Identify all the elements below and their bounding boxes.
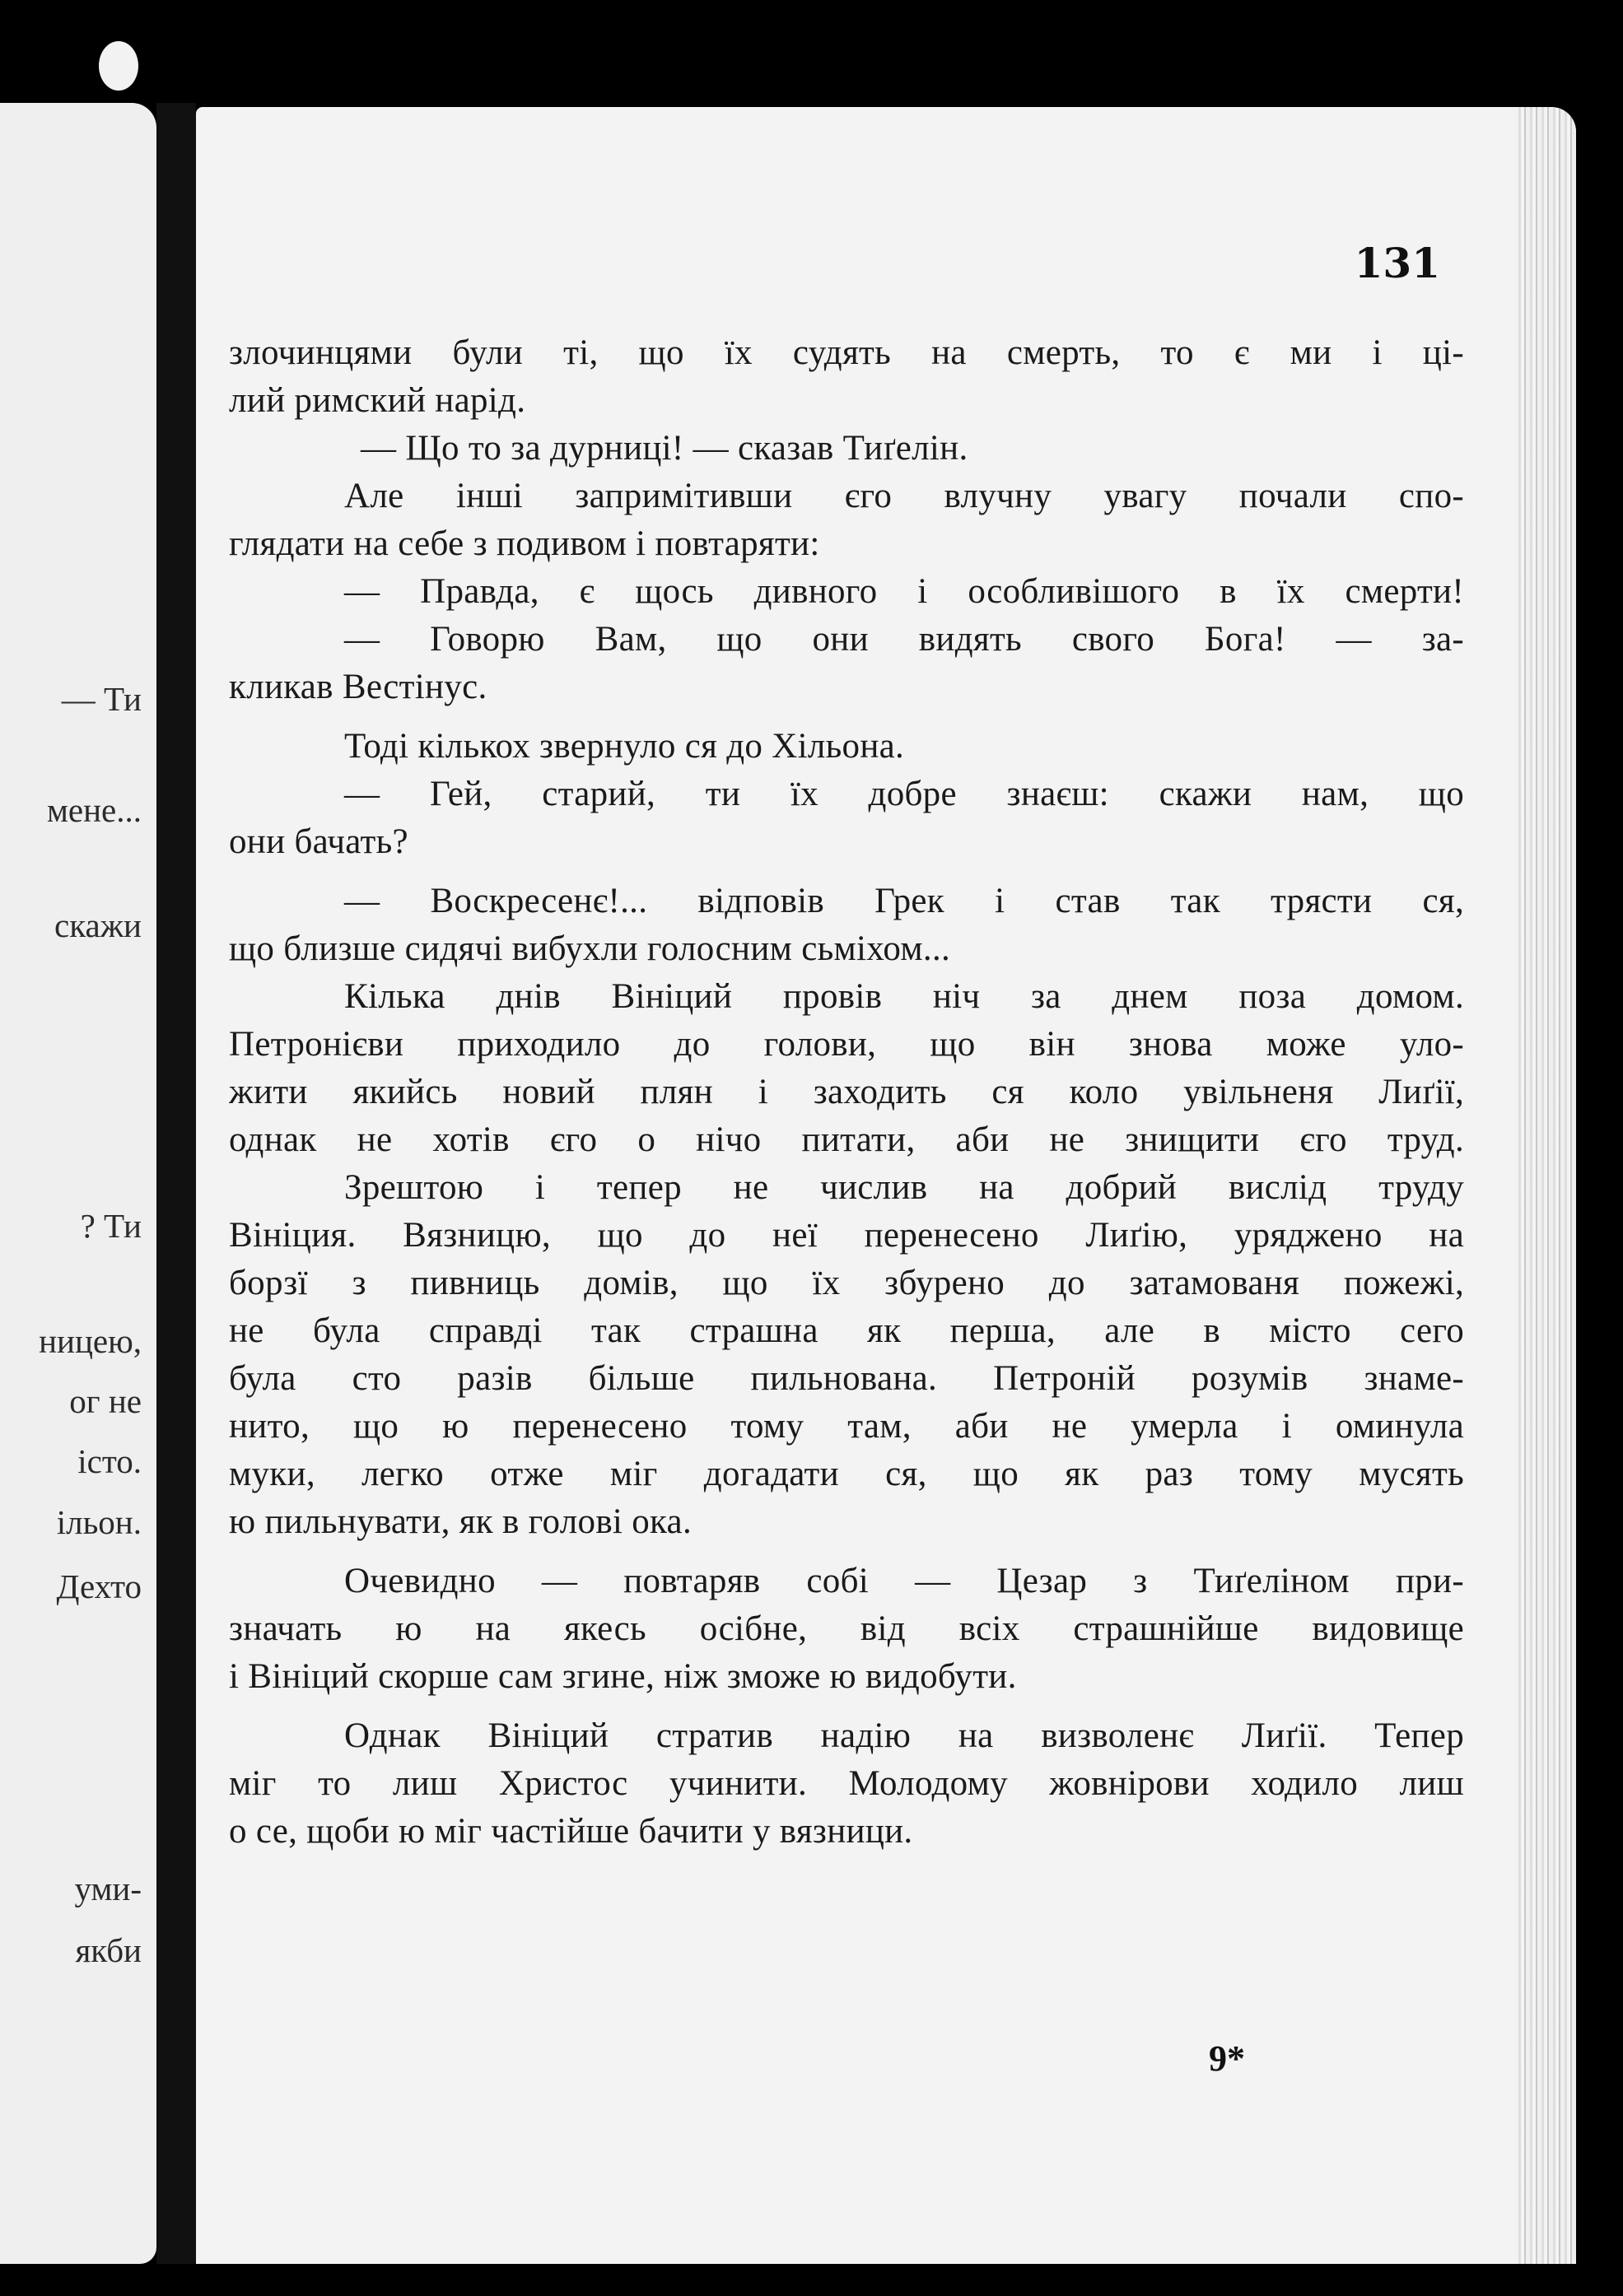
left-fragment: Дехто	[56, 1567, 142, 1605]
left-fragment: скажи	[54, 906, 142, 944]
text-line: Петронієви приходило до голови, що він знова може уло-	[229, 1025, 1464, 1064]
text-line: — Що то за дурниці! — сказав Тиґелін.	[361, 429, 968, 468]
text-line: Тоді кількох звернуло ся до Хільона.	[344, 727, 905, 766]
signature-mark: 9*	[1209, 2038, 1245, 2079]
text-line: — Воскресенє!... відповів Грек і став так трясти ся,	[344, 882, 1464, 920]
text-line: — Говорю Вам, що они видять свого Бога! — за-	[344, 620, 1464, 659]
left-page	[0, 103, 156, 2264]
text-line: Вініция. Вязницю, що до неї перенесено Лиґію, уряджено на	[229, 1216, 1464, 1255]
text-line: значать ю на якесь осібне, від всіх страшнійше видовище	[229, 1609, 1464, 1648]
left-fragment: мене...	[46, 791, 142, 829]
text-line: Однак Вініций стратив надію на визволенє Лиґії. Тепер	[344, 1716, 1464, 1755]
text-line: і Вініций скорше сам згине, ніж зможе ю видобути.	[229, 1657, 1017, 1696]
text-line: нито, що ю перенесено тому там, аби не умерла і оминула	[229, 1407, 1464, 1446]
text-line: жити якийсь новий плян і заходить ся коло увільненя Лиґії,	[229, 1073, 1464, 1111]
text-line: злочинцями були ті, що їх судять на смерть, то є ми і ці-	[229, 333, 1464, 372]
text-line: Зрештою і тепер не числив на добрий вислід труду	[344, 1168, 1464, 1207]
left-fragment: уми-	[74, 1870, 142, 1907]
page-number: 131	[1354, 239, 1440, 287]
text-line: о се, щоби ю міг частійше бачити у вязници.	[229, 1812, 913, 1851]
left-fragment: ільон.	[56, 1503, 142, 1541]
text-line: однак не хотів єго о нічо питати, аби не знищити єго труд.	[229, 1120, 1464, 1159]
text-line: они бачать?	[229, 822, 408, 861]
binding-hole	[99, 41, 138, 91]
text-line: глядати на себе з подивом і повтаряти:	[229, 524, 820, 563]
left-fragment: ницею,	[39, 1322, 142, 1360]
page-edge	[1518, 107, 1576, 2264]
text-line: що близше сидячі вибухли голосним сьміхом...	[229, 929, 951, 968]
text-line: борзї з пивниць домів, що їх збурено до затамованя пожежі,	[229, 1264, 1464, 1302]
left-fragment: істо.	[77, 1442, 142, 1480]
text-line: не була справді так страшна як перша, але в місто сего	[229, 1311, 1464, 1350]
right-page	[196, 107, 1576, 2264]
body-text	[229, 329, 1464, 1856]
text-line: муки, легко отже міг догадати ся, що як раз тому мусять	[229, 1455, 1464, 1493]
left-fragment: — Ти	[61, 680, 142, 718]
text-line: — Правда, є щось дивного і особливішого в їх смерти!	[344, 572, 1464, 611]
text-line: лий римский нарід.	[229, 381, 526, 420]
text-line: Кілька днів Вініций провів ніч за днем поза домом.	[344, 977, 1464, 1016]
text-line: кликав Вестінус.	[229, 668, 487, 706]
left-fragment: якби	[75, 1931, 142, 1969]
book-gutter	[156, 103, 196, 2264]
text-line: Очевидно — повтаряв собі — Цезар з Тиґеліном при-	[344, 1562, 1464, 1600]
text-line: міг то лиш Христос учинити. Молодому жовнірови ходило лиш	[229, 1764, 1464, 1803]
left-fragment: ? Ти	[80, 1207, 142, 1245]
text-line: була сто разів більше пильнована. Петроній розумів знаме-	[229, 1359, 1464, 1398]
text-line: Але інші запримітивши єго влучну увагу почали спо-	[344, 477, 1464, 515]
text-line: — Гей, старий, ти їх добре знаєш: скажи нам, що	[344, 775, 1464, 813]
text-line: ю пильнувати, як в голові ока.	[229, 1502, 692, 1541]
left-fragment: ог не	[69, 1382, 142, 1420]
